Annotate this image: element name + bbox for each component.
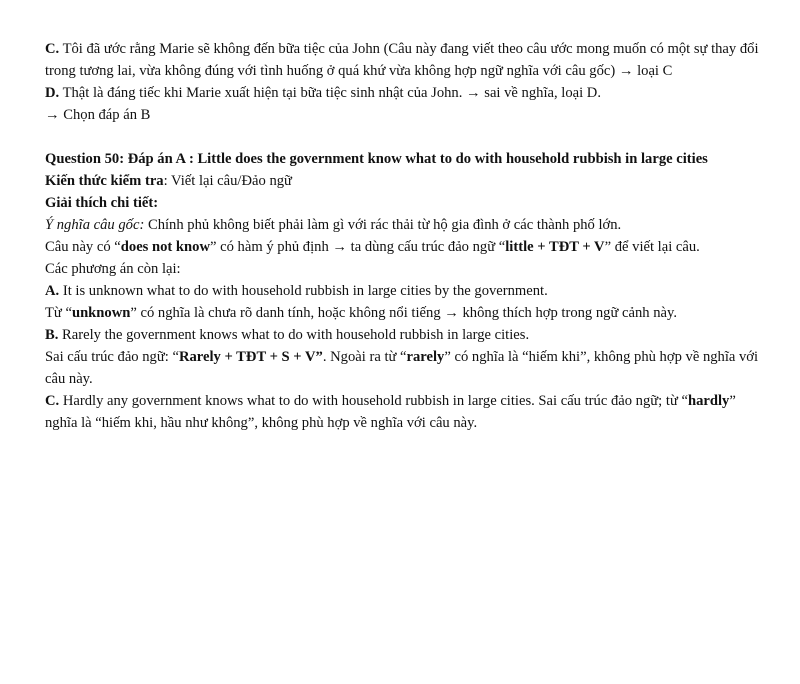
option-a-explanation: Từ “unknown” có nghĩa là chưa rõ danh tính, hoặc không nổi tiếng → không thích hợp trong ngữ cảnh này. — [45, 305, 677, 321]
knowledge-line: Kiến thức kiểm tra: Viết lại câu/Đảo ngữ — [45, 173, 292, 189]
option-c-sentence: C. Hardly any government knows what to do with household rubbish in large cities. Sai cấu trúc đảo ngữ; từ “hardly” nghĩa là “hiếm khi, hầu như không”, không phù hợp về nghĩa với câu này. — [45, 393, 736, 431]
option-label: C. — [45, 393, 60, 409]
spacer — [45, 126, 770, 148]
option-label: B. — [45, 327, 59, 343]
option-b-sentence: B. Rarely the government knows what to do with household rubbish in large cities. — [45, 327, 530, 343]
option-label: D. — [45, 85, 60, 101]
answer-choice: → Chọn đáp án B — [45, 107, 151, 123]
meaning-line: Ý nghĩa câu gốc: Chính phủ không biết phải làm gì với rác thải từ hộ gia đình ở các thành phố lớn. — [45, 217, 622, 233]
option-label: C. — [45, 41, 60, 57]
option-label: A. — [45, 283, 60, 299]
remaining-options-heading: Các phương án còn lại: — [45, 261, 181, 277]
detail-heading: Giải thích chi tiết: — [45, 195, 159, 211]
option-d-explanation: D. Thật là đáng tiếc khi Marie xuất hiện tại bữa tiệc sinh nhật của John. → sai về nghĩa, loại D. — [45, 85, 601, 101]
structure-explanation: Câu này có “does not know” có hàm ý phủ định → ta dùng cấu trúc đảo ngữ “little + TĐT + V” để viết lại câu. — [45, 239, 700, 255]
question-50-title: Question 50: Đáp án A : Little does the government know what to do with household rubbish in large cities — [45, 151, 708, 167]
option-c-explanation: C. Tôi đã ước rằng Marie sẽ không đến bữa tiệc của John (Câu này đang viết theo câu ước mong muốn có một sự thay đổi trong tương lai, vừa không đúng với tình huống ở quá khứ vừa không hợp ngữ nghĩa với câu gốc) → loại C — [45, 41, 759, 79]
option-b-explanation: Sai cấu trúc đảo ngữ: “Rarely + TĐT + S + V”. Ngoài ra từ “rarely” có nghĩa là “hiếm khi”, không phù hợp về nghĩa với câu này. — [45, 349, 759, 387]
option-a-sentence: A. It is unknown what to do with household rubbish in large cities by the government. — [45, 283, 548, 299]
